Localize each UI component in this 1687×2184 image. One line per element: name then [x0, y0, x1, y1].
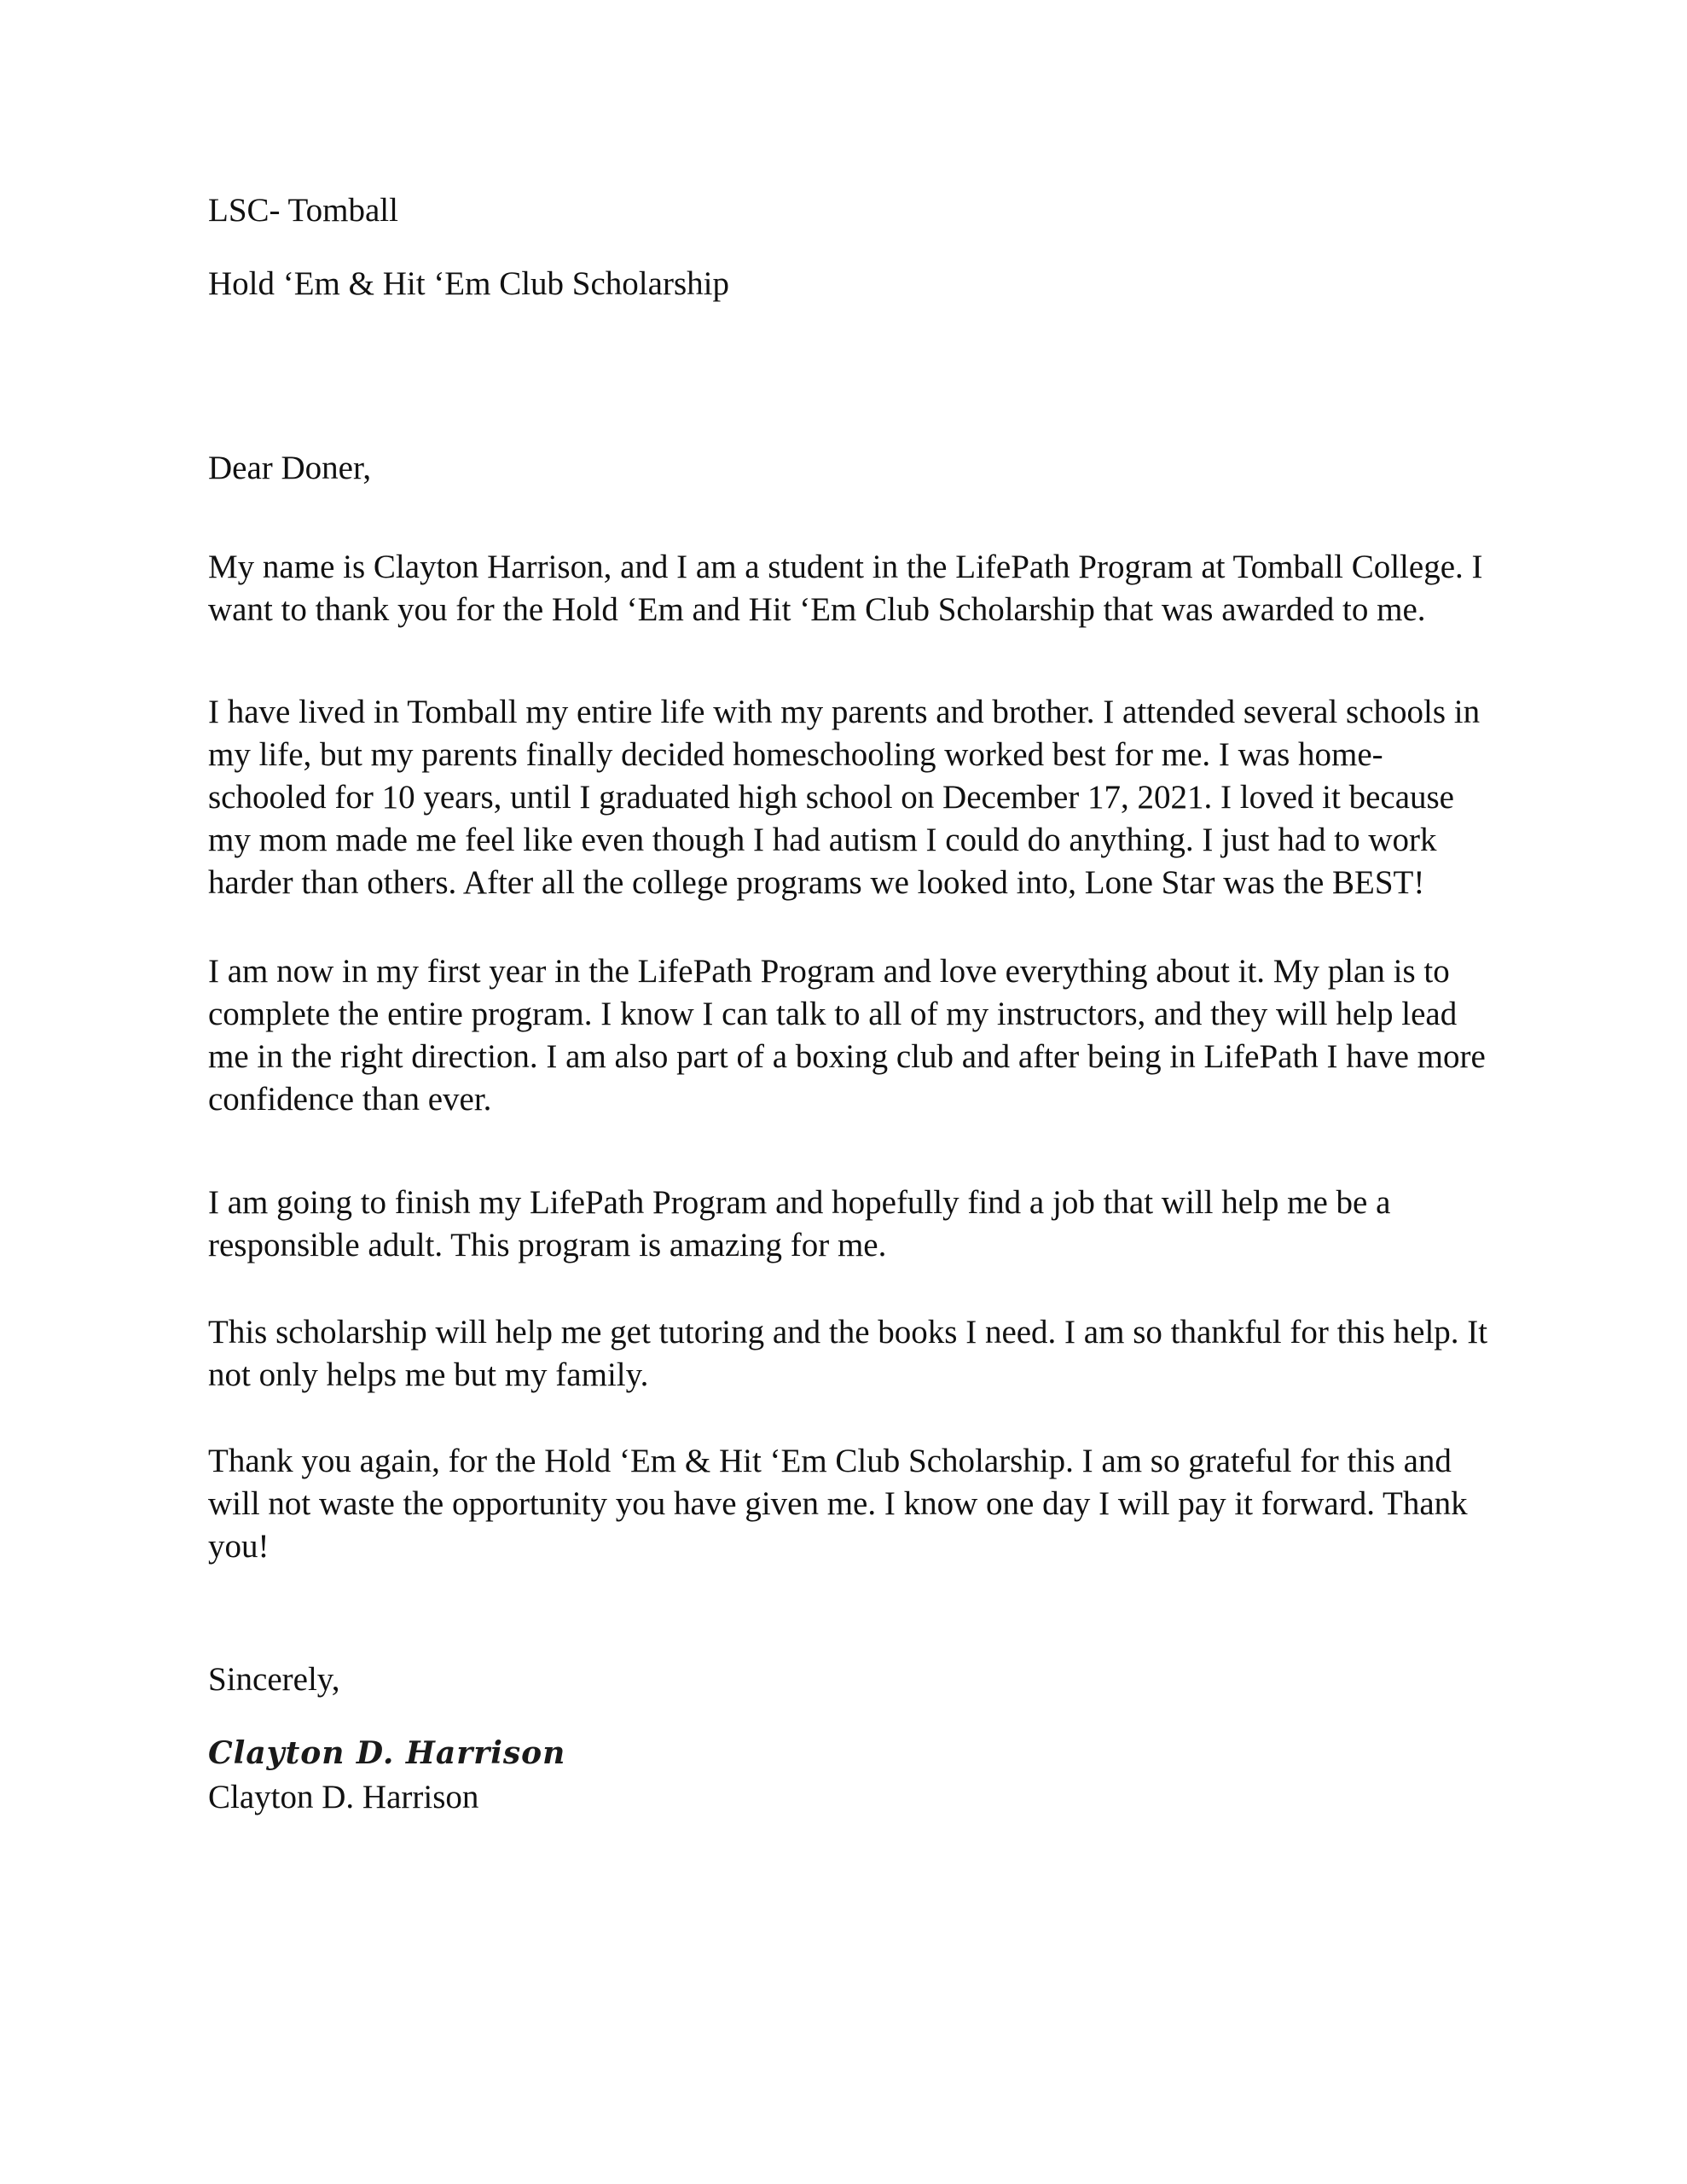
paragraph-thanks: Thank you again, for the Hold ‘Em & Hit ‘Em Club Scholarship. I am so grateful for this and will not waste the opportunity you have given me. I know one day I will pay it forward. Thank you! [208, 1443, 1468, 1565]
paragraph-program: I am now in my first year in the LifePath Program and love everything about it. My plan is to complete the entire program. I know I can talk to all of my instructors, and they will help lead me in the right direction. I am also part of a boxing club and after being in LifePath I have more confidence than ever. [208, 953, 1486, 1118]
paragraph-goals: I am going to finish my LifePath Program and hopefully find a job that will help me be a responsible adult. This program is amazing for me. [208, 1184, 1391, 1263]
handwritten-signature: Clayton D. Harrison [208, 1735, 566, 1771]
closing: Sincerely, [208, 1661, 340, 1698]
salutation: Dear Doner, [208, 450, 372, 486]
paragraph-background: I have lived in Tomball my entire life with my parents and brother. I attended several schools in my life, but my parents finally decided homeschooling worked best for me. I was home- schooled for 10 years, until I graduated high school on December 17, 2021. I loved it because my mom made me feel like even though I had autism I could do anything. I just had to work harder than others. After all the college programs we looked into, Lone Star was the BEST! [208, 694, 1481, 901]
paragraph-scholarship-use: This scholarship will help me get tutoring and the books I need. I am so thankful for this help. It not only helps me but my family. [208, 1314, 1488, 1393]
printed-name: Clayton D. Harrison [208, 1779, 479, 1815]
scholarship-title: Hold ‘Em & Hit ‘Em Club Scholarship [208, 265, 729, 302]
paragraph-introduction: My name is Clayton Harrison, and I am a student in the LifePath Program at Tomball College. I want to thank you for the Hold ‘Em and Hit ‘Em Club Scholarship that was awarded to me. [208, 549, 1483, 628]
institution-name: LSC- Tomball [208, 192, 398, 229]
